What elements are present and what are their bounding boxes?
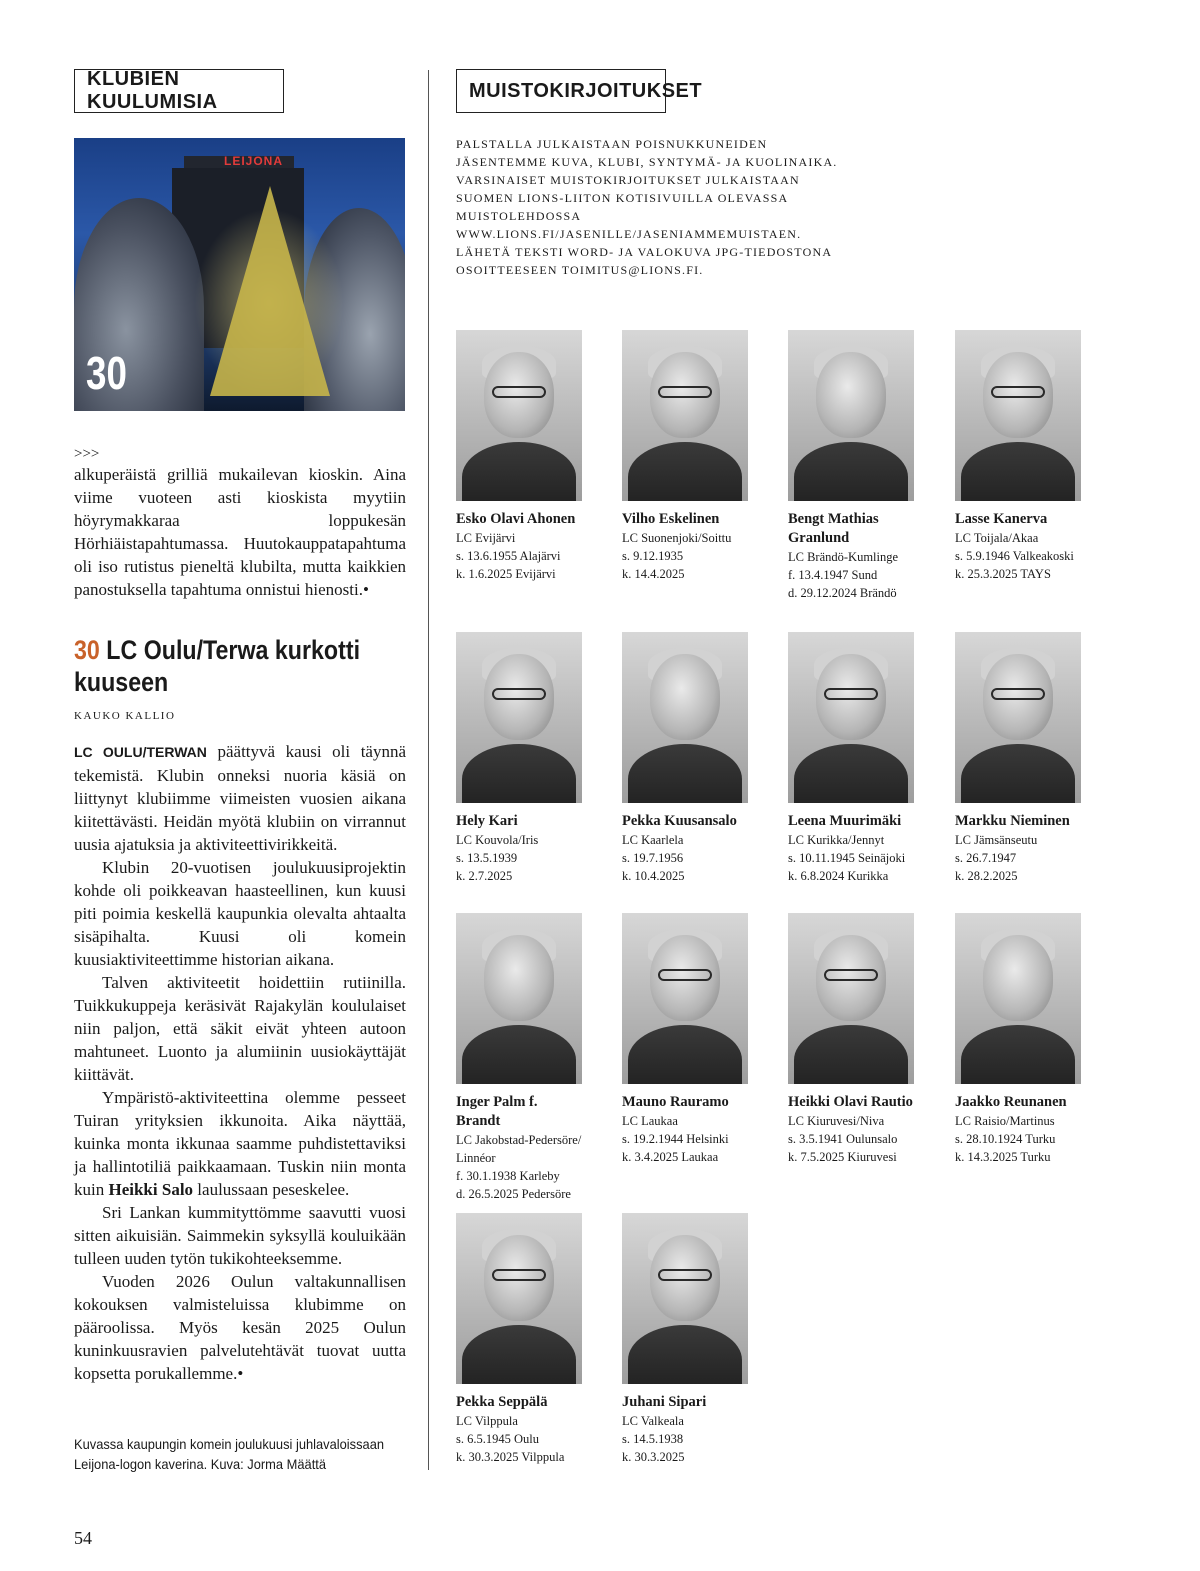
portrait-glasses	[824, 969, 878, 981]
obituary-detail: s. 3.5.1941 Oulunsalo	[788, 1132, 898, 1146]
portrait-glasses	[824, 688, 878, 700]
obituary-name: Lasse Kanerva	[955, 511, 1048, 527]
portrait-body	[462, 744, 576, 803]
portrait-body	[961, 744, 1075, 803]
obituary-detail: LC Evijärvi	[456, 531, 516, 545]
portrait-photo	[788, 632, 914, 803]
obituary-detail: k. 30.3.2025 Vilppula	[456, 1450, 565, 1464]
portrait-photo	[622, 913, 748, 1084]
portrait-photo	[788, 330, 914, 501]
obituary-detail: LC Kiuruvesi/Niva	[788, 1114, 885, 1128]
article-paragraph-4	[74, 1086, 406, 1201]
obituary-card	[622, 1213, 748, 1466]
article-author: KAUKO KALLIO	[74, 710, 176, 722]
obituary-card	[456, 632, 582, 885]
photo-number: 30	[86, 347, 127, 399]
article-lead-in: LC OULU/TERWAN	[74, 744, 207, 760]
portrait-glasses	[492, 688, 546, 700]
article-paragraph-1: päättyvä kausi oli täynnä tekemistä. Klubin onneksi nuoria käsiä on liittynyt klubiimme viimeisten vuosien aikana kiitettävästi. Heidän myötä klubiin on virrannut uusia ajatuksia ja aktiviteettivirikkeitä.	[74, 742, 407, 854]
article-paragraph-5: Sri Lankan kummityttömme saavutti vuosi sitten aikuisiän. Saimmekin syksyllä kouluikään tulleen uuden tytön tukikohteeksemme.	[74, 1203, 406, 1268]
portrait-photo	[955, 330, 1081, 501]
portrait-glasses	[991, 688, 1045, 700]
obituary-detail: s. 19.7.1956	[622, 851, 684, 865]
obituary-detail: LC Kouvola/Iris	[456, 833, 539, 847]
obituary-name: Inger Palm f. Brandt	[456, 1094, 538, 1129]
obituary-name: Jaakko Reunanen	[955, 1094, 1067, 1110]
obituary-detail: LC Jämsänseutu	[955, 833, 1038, 847]
leijona-sign: LEIJONA	[224, 154, 284, 168]
obituary-card	[622, 632, 748, 885]
obituary-card	[955, 913, 1081, 1166]
obituary-card	[456, 330, 582, 583]
portrait-head	[983, 935, 1053, 1021]
continued-article	[74, 445, 406, 601]
obituary-card	[788, 913, 914, 1166]
obituary-detail: k. 2.7.2025	[456, 869, 513, 883]
obituary-name: Pekka Seppälä	[456, 1394, 548, 1410]
portrait-body	[462, 1325, 576, 1384]
continued-paragraph: alkuperäistä grilliä mukailevan kioskin. Aina viime vuoteen asti kioskista myytiin höyrymakkaraa loppukesän Hörhiäistapahtumassa. Huutokauppatapahtuma oli iso rutistus pieneltä klubilta, mutta kaikkien panostuksella tapahtuma onnistui hienosti.•	[74, 465, 406, 599]
obituary-detail: k. 6.8.2024 Kurikka	[788, 869, 889, 883]
obituary-detail: LC Raisio/Martinus	[955, 1114, 1055, 1128]
portrait-body	[628, 442, 742, 501]
portrait-body	[628, 1025, 742, 1084]
christmas-tree	[210, 186, 330, 396]
obituary-detail: LC Vilppula	[456, 1414, 518, 1428]
article-paragraph-4a: Ympäristö-aktiviteettina olemme pesseet Tuiran yrityksien ikkunoita. Aika näyttää, kuinka monta ikkunaa saamme puhdistettaviksi ja hallintotiliä paikkaamaan. Tuskin niin monta kuin	[74, 1088, 406, 1199]
section-label-obituaries	[456, 69, 703, 113]
obituary-detail: LC Jakobstad-Pedersöre/	[456, 1133, 582, 1147]
obituary-detail: Linnéor	[456, 1151, 496, 1165]
obituary-detail: s. 6.5.1945 Oulu	[456, 1432, 539, 1446]
portrait-body	[794, 1025, 908, 1084]
obituary-detail: LC Kurikka/Jennyt	[788, 833, 885, 847]
obituary-detail: d. 29.12.2024 Brändö	[788, 586, 897, 600]
portrait-body	[961, 1025, 1075, 1084]
portrait-glasses	[658, 386, 712, 398]
portrait-body	[794, 744, 908, 803]
obituary-detail: LC Valkeala	[622, 1414, 684, 1428]
obituary-detail: k. 25.3.2025 TAYS	[955, 567, 1051, 581]
portrait-photo	[622, 330, 748, 501]
portrait-glasses	[658, 969, 712, 981]
article-paragraph-6: Vuoden 2026 Oulun valtakunnallisen kokouksen valmisteluissa klubimme on pääroolissa. Myös kesän 2025 Oulun kuninkuusravien palvelutehtävät tuovat uutta kopsetta porukallemme.•	[74, 1272, 406, 1383]
obituary-detail: k. 30.3.2025	[622, 1450, 685, 1464]
obituary-name: Heikki Olavi Rautio	[788, 1094, 913, 1110]
obituary-detail: k. 14.4.2025	[622, 567, 685, 581]
obituary-name: Juhani Sipari	[622, 1394, 707, 1410]
portrait-photo	[955, 632, 1081, 803]
obituary-detail: k. 3.4.2025 Laukaa	[622, 1150, 719, 1164]
article-paragraph-3: Talven aktiviteetit hoidettiin rutiinilla. Tuikkukuppeja keräsivät Rajakylän koululaiset niin paljon, että säkit eivät yhteen autoon mahtuneet. Luonto ja alumiinin uusiokäyttäjät kiittävät.	[74, 973, 406, 1084]
portrait-photo	[955, 913, 1081, 1084]
obituary-detail: f. 13.4.1947 Sund	[788, 568, 878, 582]
obituary-card	[622, 330, 748, 583]
obituary-name: Esko Olavi Ahonen	[456, 511, 576, 527]
obituary-name: Leena Muurimäki	[788, 813, 902, 829]
obituary-detail: LC Suonenjoki/Soittu	[622, 531, 732, 545]
page-number: 54	[74, 1528, 92, 1548]
obituary-name: Mauno Rauramo	[622, 1094, 729, 1110]
section-label-text: MUISTOKIRJOITUKSET	[469, 79, 703, 102]
obituary-detail: k. 7.5.2025 Kiuruvesi	[788, 1150, 897, 1164]
portrait-body	[794, 442, 908, 501]
portrait-photo	[622, 632, 748, 803]
portrait-glasses	[991, 386, 1045, 398]
obituary-card	[456, 1213, 582, 1466]
article-headline	[74, 634, 366, 698]
obituary-card	[955, 330, 1081, 583]
obituary-name: Pekka Kuusansalo	[622, 813, 737, 829]
obituary-detail: k. 1.6.2025 Evijärvi	[456, 567, 556, 581]
portrait-head	[484, 935, 554, 1021]
obituary-detail: s. 19.2.1944 Helsinki	[622, 1132, 729, 1146]
portrait-photo	[456, 913, 582, 1084]
portrait-photo	[456, 1213, 582, 1384]
photo-caption: Kuvassa kaupungin komein joulukuusi juhlavaloissaan Leijona-logon kaverina. Kuva: Jorma Määttä	[74, 1436, 385, 1472]
obituary-card	[622, 913, 748, 1166]
portrait-head	[816, 352, 886, 438]
obituary-detail: LC Laukaa	[622, 1114, 678, 1128]
obituary-detail: LC Kaarlela	[622, 833, 684, 847]
portrait-photo	[456, 632, 582, 803]
column-divider	[428, 70, 429, 1470]
article-paragraph-2: Klubin 20-vuotisen joulukuusiprojektin kohde oli poikkeavan haasteellinen, kun kuusi piti poimia keskellä kaupunkia olevalta ahtaalta sisäpihalta. Kuusi oli komein kuusiaktiviteettimme historian aikana.	[74, 858, 406, 969]
portrait-body	[628, 744, 742, 803]
obituary-detail: k. 14.3.2025 Turku	[955, 1150, 1051, 1164]
portrait-photo	[788, 913, 914, 1084]
article-person-name: Heikki Salo	[108, 1180, 194, 1199]
obituaries-intro: PALSTALLA JULKAISTAAN POISNUKKUNEIDEN JÄSENTEMME KUVA, KLUBI, SYNTYMÄ- JA KUOLINAIKA. VARSINAISET MUISTOKIRJOITUKSET JULKAISTAAN SUOMEN LIONS-LIITON KOTISIVUILLA OLEVASSA MUISTOLEHDOSSA WWW.LIONS.FI/JASENILLE/JASENIAMMEMUISTAEN. LÄHETÄ TEKSTI WORD- JA VALOKUVA JPG-TIEDOSTONA OSOITTEESEEN TOIMITUS@LIONS.FI.	[456, 137, 838, 277]
article-paragraph	[74, 740, 406, 856]
obituary-detail: s. 28.10.1924 Turku	[955, 1132, 1056, 1146]
obituary-detail: LC Toijala/Akaa	[955, 531, 1039, 545]
obituary-detail: s. 14.5.1938	[622, 1432, 684, 1446]
article-body	[74, 740, 406, 1385]
obituary-detail: LC Brändö-Kumlinge	[788, 550, 899, 564]
portrait-glasses	[492, 1269, 546, 1281]
portrait-body	[462, 442, 576, 501]
obituary-card	[788, 330, 914, 602]
portrait-photo	[456, 330, 582, 501]
obituary-card	[456, 913, 582, 1203]
portrait-glasses	[492, 386, 546, 398]
portrait-photo	[622, 1213, 748, 1384]
article-paragraph-4b: laulussaan peseskelee.	[193, 1180, 350, 1199]
section-label-text: KLUBIEN KUULUMISIA	[87, 68, 218, 113]
portrait-body	[462, 1025, 576, 1084]
obituary-name: Bengt Mathias Granlund	[788, 511, 879, 546]
obituary-name: Hely Kari	[456, 813, 518, 829]
obituary-detail: s. 5.9.1946 Valkeakoski	[955, 549, 1074, 563]
obituary-name: Markku Nieminen	[955, 813, 1070, 829]
obituary-name: Vilho Eskelinen	[622, 511, 720, 527]
portrait-body	[961, 442, 1075, 501]
obituary-detail: k. 10.4.2025	[622, 869, 685, 883]
christmas-tree-photo	[74, 138, 405, 411]
headline-number: 30	[74, 635, 100, 665]
obituary-detail: s. 13.5.1939	[456, 851, 518, 865]
obituary-detail: s. 9.12.1935	[622, 549, 684, 563]
portrait-head	[650, 654, 720, 740]
portrait-body	[628, 1325, 742, 1384]
section-label-club-news	[74, 69, 284, 113]
obituary-detail: s. 13.6.1955 Alajärvi	[456, 549, 561, 563]
obituary-card	[788, 632, 914, 885]
obituary-detail: s. 10.11.1945 Seinäjoki	[788, 851, 906, 865]
obituary-card	[955, 632, 1081, 885]
headline-text: LC Oulu/Terwa kurkotti kuuseen	[74, 635, 361, 697]
obituary-detail: d. 26.5.2025 Pedersöre	[456, 1187, 571, 1201]
obituary-detail: s. 26.7.1947	[955, 851, 1017, 865]
obituary-detail: f. 30.1.1938 Karleby	[456, 1169, 560, 1183]
portrait-glasses	[658, 1269, 712, 1281]
continuation-marker: >>>	[74, 446, 100, 462]
obituary-detail: k. 28.2.2025	[955, 869, 1018, 883]
